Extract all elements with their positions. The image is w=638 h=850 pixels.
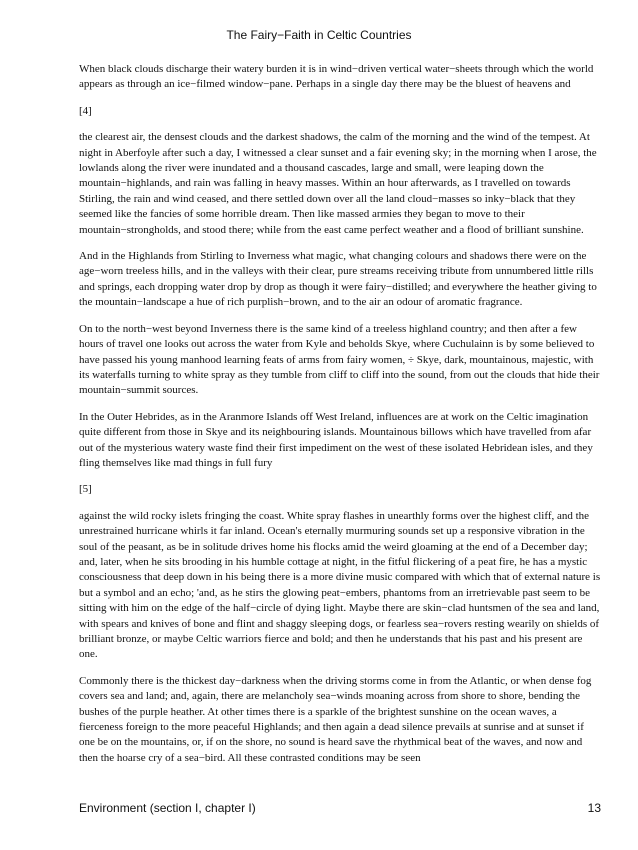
page-marker: [5] <box>79 483 92 496</box>
footer-section-title: Environment (section I, chapter I) <box>79 801 256 815</box>
page-number: 13 <box>587 801 601 815</box>
paragraph: against the wild rocky islets fringing the coast. White spray flashes in unearthly forms over the highest cliff, and the unrestrained hurricane whirls it far inland. Ocean's eternally murmuring sounds set up a responsive vibration in the soul of the peasant, as be in solitude drives home his flocks amid the weird gloaming at the end of a December day; and, later, when he sits brooding in his humble cottage at night, in the fitful flickering of a peat fire, he has a mystic consciousness that deep down in his being there is a more divine music compared with which that of external nature is but a symbol and an echo; 'and, as he stirs the glowing peat−embers, phantoms from an irretrievable past seem to be sitting with him on the edge of the half−circle of dying light. Maybe there are skin−clad huntsmen of the sea and land, with spears and knives of bone and flint and shaggy sleeping dogs, or fearless sea−rovers resting wearily on shields of brilliant bronze, or maybe Celtic warriors fierce and bold; and then he understands that his past and his present are one. <box>79 509 601 661</box>
paragraph: When black clouds discharge their watery burden it is in wind−driven vertical water−sheets through which the world appears as through an ice−filmed window−pane. Perhaps in a single day there may be the bluest of heavens and <box>79 63 594 91</box>
body-text <box>79 62 601 777</box>
page-marker: [4] <box>79 104 92 117</box>
paragraph: In the Outer Hebrides, as in the Aranmore Islands off West Ireland, influences are at work on the Celtic imagination quite different from those in Skye and its neighbouring islands. Mountainous billows which have travelled from afar out of the mysterious watery waste find their first impediment on the west of these isolated Hebridean isles, and they fling themselves like mad things in full fury <box>79 410 593 469</box>
paragraph: On to the north−west beyond Inverness there is the same kind of a treeless highland country; and then after a few hours of travel one looks out across the water from Kyle and beholds Skye, where Cuchulainn is by some believed to have passed his young manhood learning feats of arms from fairy women, ÷ Skye, dark, mountainous, majestic, with its waterfalls turning to white spray as they tumble from cliff to cliff into the sound, from out the clouds that hide their mountain−summit sources. <box>79 322 600 397</box>
paragraph: And in the Highlands from Stirling to Inverness what magic, what changing colours and shadows there were on the age−worn treeless hills, and in the valleys with their clear, pure streams receiving tribute from unnumbered little rills and springs, each dropping water drop by drop as though it were fairy−distilled; and everywhere the heather giving to the mountain−landscape a hue of rich purplish−brown, and to the air an odour of aromatic fragrance. <box>79 250 597 309</box>
paragraph: the clearest air, the densest clouds and the darkest shadows, the calm of the morning and the wind of the tempest. At night in Aberfoyle after such a day, I witnessed a clear sunset and a fair evening sky; in the morning when I arose, the lowlands along the river were inundated and a thousand cascades, large and small, were leaping down the mountain−highlands, and rain was falling in heavy masses. Within an hour afterwards, as I travelled on towards Stirling, the rain and wind ceased, and there settled down over all the land cloud−masses so inky−black that they seemed like the fancies of some horrible dream. Then like massed armies they began to move to their mountain−strongholds, and stood there; while from the east came perfect weather and a flood of brilliant sunshine. <box>79 131 597 236</box>
running-header: The Fairy−Faith in Celtic Countries <box>226 28 412 42</box>
paragraph: Commonly there is the thickest day−darkness when the driving storms come in from the Atlantic, or when dense fog covers sea and land; and, again, there are melancholy sea−winds moaning across from shore to shore, bending the bushes of the purple heather. At other times there is a sparkle of the brightest sunshine on the ocean waves, a fierceness foreign to the more peaceful Highlands; and then again a dead silence prevails at sunrise and at sunset if one be on the mountains, or, if on the shore, no sound is heard save the rhythmical beat of the waves, and now and then the hoarse cry of a sea−bird. All these contrasted conditions may be seen <box>79 674 592 764</box>
